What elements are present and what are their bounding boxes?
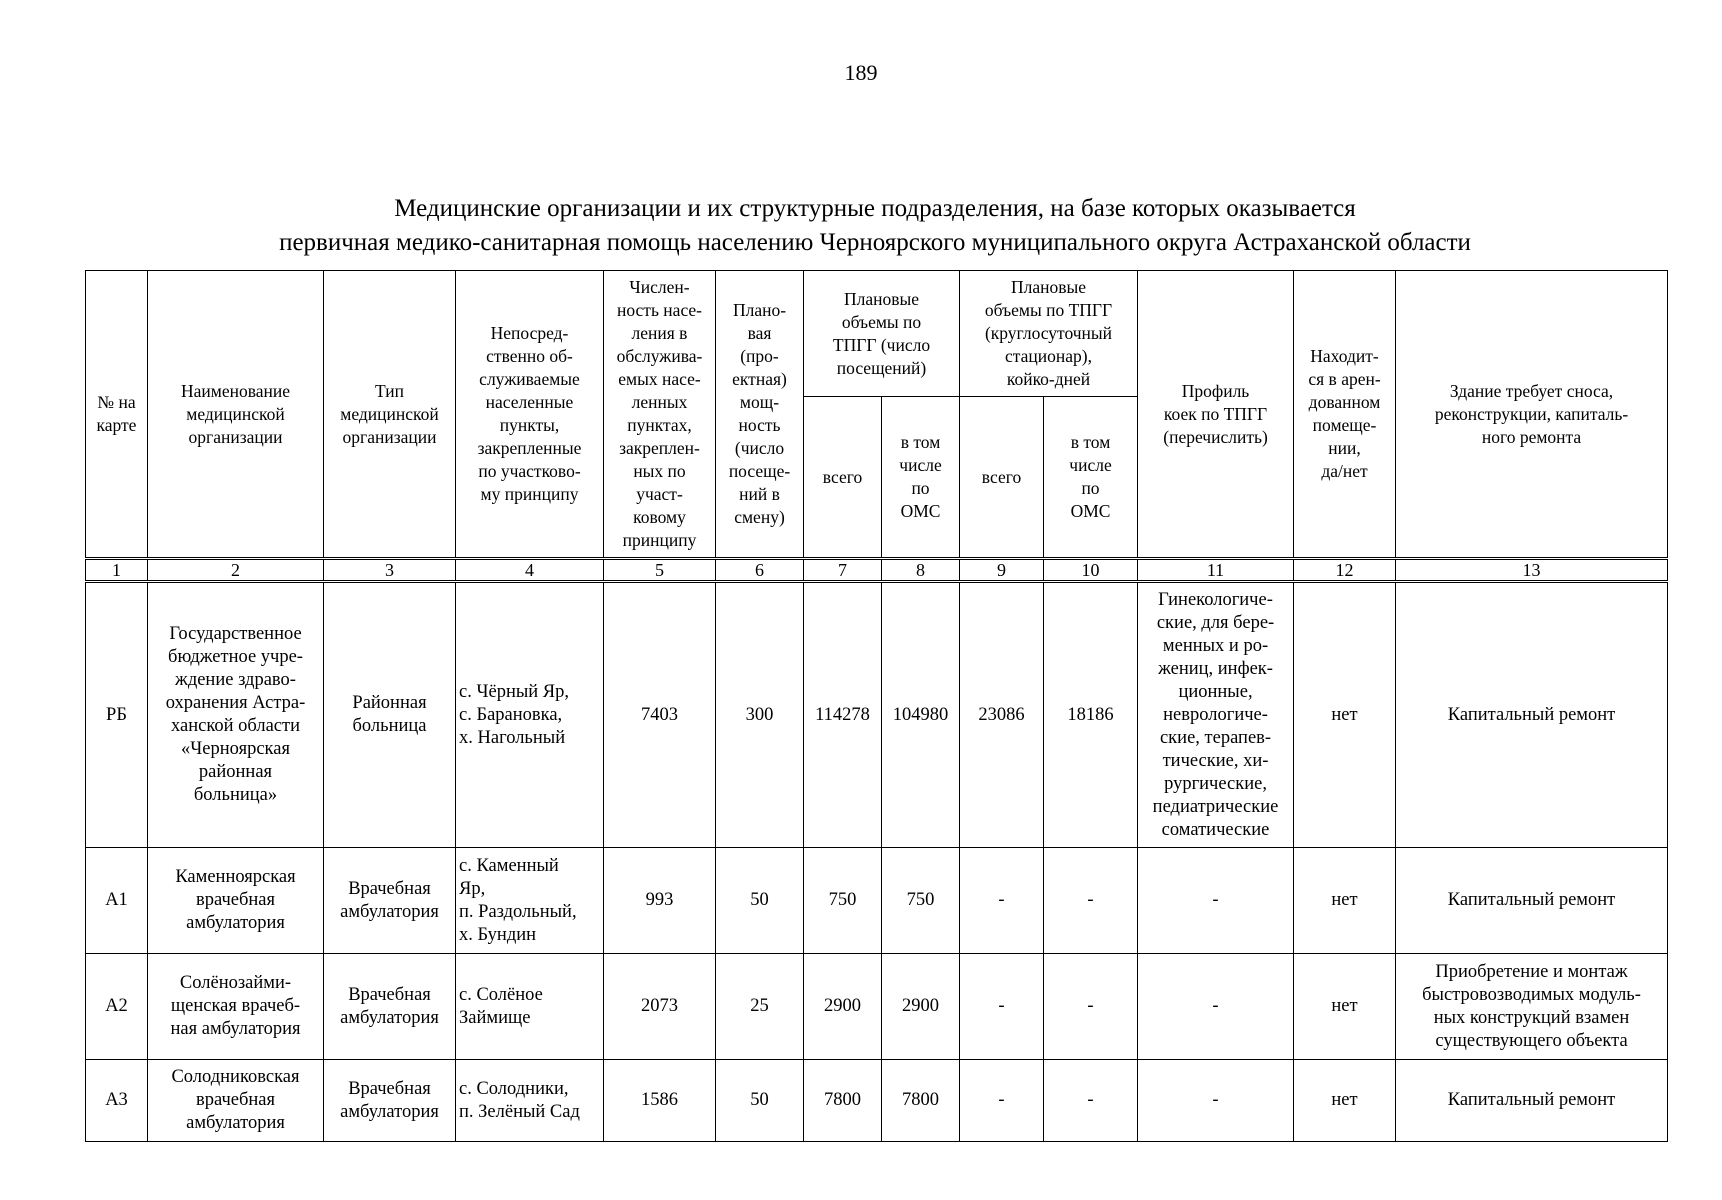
cell-organization-type: [324, 582, 456, 848]
header-group-visits: [804, 271, 960, 397]
text-line: Числен-: [629, 277, 690, 297]
cell-organization-type: [324, 848, 456, 954]
table-row: [86, 582, 1668, 848]
page-number: 189: [844, 60, 878, 85]
text-line: Плано-: [732, 300, 787, 320]
text-line: педиатрические: [1152, 796, 1279, 817]
medical-organizations-table: [85, 270, 1668, 1142]
text-line: менных и ро-: [1162, 635, 1269, 656]
cell-bed-profile: [1138, 848, 1294, 954]
text-line: Капитальный ремонт: [1447, 1090, 1616, 1110]
text-line: ная амбулатория: [170, 1019, 301, 1039]
text-line: пунктах,: [627, 415, 692, 435]
text-line: ственно об-: [486, 346, 573, 366]
table-body: [86, 582, 1668, 1142]
text-line: х. Нагольный: [459, 727, 566, 748]
text-line: Гинекологиче-: [1158, 589, 1273, 610]
text-line: ханской области: [171, 716, 300, 736]
cell-visits-total: 114278: [804, 582, 882, 848]
text-line: бюджетное учре-: [168, 647, 303, 667]
text-line: ность: [738, 415, 781, 435]
cell-beds-total: -: [960, 954, 1044, 1060]
text-line: Здание требует сноса,: [1449, 380, 1614, 401]
text-line: числе: [1069, 455, 1112, 475]
header-map-number: [86, 271, 148, 559]
cell-settlements: [456, 1060, 604, 1142]
text-line: Приобретение и монтаж: [1435, 961, 1628, 982]
column-number: 10: [1044, 559, 1138, 582]
text-line: (число: [734, 438, 785, 458]
column-number: 3: [324, 559, 456, 582]
text-line: ОМС: [1070, 501, 1111, 521]
cell-bed-profile: [1138, 954, 1294, 1060]
text-line: ных конструкций взамен: [1433, 1007, 1630, 1028]
header-building-status: [1396, 271, 1668, 559]
text-line: в том: [900, 432, 941, 452]
text-line: закрепленные: [477, 438, 582, 458]
cell-visits-oms: 750: [882, 848, 960, 954]
text-line: мощ-: [739, 392, 780, 412]
cell-population: 7403: [604, 582, 716, 848]
text-line: Государственное: [169, 624, 302, 644]
text-line: реконструкции, капиталь-: [1434, 403, 1629, 424]
cell-organization-type: [324, 1060, 456, 1142]
cell-organization-name: [148, 848, 324, 954]
text-line: ектная): [732, 369, 787, 389]
text-line: Солёнозайми-: [179, 973, 292, 993]
text-line: Яр,: [459, 878, 486, 899]
text-line: Тип: [375, 380, 404, 401]
text-line: да/нет: [1321, 461, 1368, 481]
title-line-2: первичная медико-санитарная помощь населению Черноярского муниципального округа Астраханской области: [279, 228, 1471, 256]
text-line: населенные: [485, 392, 574, 412]
text-line: участ-: [636, 484, 683, 504]
header-group-beds: [960, 271, 1138, 397]
text-line: ний в: [739, 484, 780, 504]
text-line: объемы по ТПГГ: [984, 300, 1113, 320]
header-population: [604, 271, 716, 559]
text-line: ционные,: [1178, 681, 1253, 702]
cell-visits-total: 7800: [804, 1060, 882, 1142]
text-line: с. Барановка,: [459, 704, 563, 725]
text-line: неврологиче-: [1163, 704, 1268, 725]
text-line: ного ремонта: [1481, 426, 1582, 447]
text-line: тические, хи-: [1162, 750, 1269, 771]
cell-visits-total: 750: [804, 848, 882, 954]
cell-rented: нет: [1294, 954, 1396, 1060]
text-line: по: [911, 478, 930, 498]
text-line: Находит-: [1310, 346, 1379, 366]
text-line: стационар),: [1005, 346, 1092, 366]
cell-organization-name: [148, 582, 324, 848]
text-line: Займище: [459, 1007, 531, 1028]
text-line: смену): [734, 507, 785, 527]
text-line: п. Зелёный Сад: [459, 1101, 580, 1122]
text-line: ность насе-: [616, 300, 703, 320]
text-line: медицинской: [186, 403, 285, 424]
text-line: щенская врачеб-: [170, 996, 301, 1016]
text-line: (перечислить): [1163, 426, 1268, 447]
text-line: (про-: [740, 346, 779, 366]
cell-visits-oms: 104980: [882, 582, 960, 848]
text-line: амбулатория: [340, 1101, 439, 1122]
text-line: ОМС: [900, 501, 941, 521]
header-visits-oms: [882, 397, 960, 559]
cell-capacity: 50: [716, 1060, 804, 1142]
text-line: по: [1081, 478, 1100, 498]
text-line: Непосред-: [490, 323, 569, 343]
column-number: 8: [882, 559, 960, 582]
cell-beds-total: -: [960, 1060, 1044, 1142]
cell-bed-profile: [1138, 582, 1294, 848]
text-line: Врачебная: [348, 878, 431, 899]
cell-rented: нет: [1294, 582, 1396, 848]
table-row: [86, 848, 1668, 954]
text-line: медицинской: [340, 403, 439, 424]
header-bed-profile: [1138, 271, 1294, 559]
header-organization-name: [148, 271, 324, 559]
text-line: с. Чёрный Яр,: [459, 681, 570, 702]
text-line: амбулатория: [340, 901, 439, 922]
text-line: охранения Астра-: [165, 693, 306, 713]
cell-building-status: [1396, 582, 1668, 848]
text-line: существующего объекта: [1435, 1030, 1628, 1051]
text-line: Наименование: [180, 380, 291, 401]
cell-settlements: [456, 582, 604, 848]
cell-settlements: [456, 954, 604, 1060]
text-line: врачебная: [195, 890, 275, 910]
text-line: вая: [747, 323, 772, 343]
text-line: Плановые: [1010, 277, 1087, 297]
text-line: принципу: [622, 530, 697, 550]
text-line: му принципу: [480, 484, 579, 504]
cell-building-status: [1396, 1060, 1668, 1142]
cell-organization-name: [148, 1060, 324, 1142]
text-line: Профиль: [1181, 380, 1250, 401]
cell-population: 1586: [604, 1060, 716, 1142]
column-number: 7: [804, 559, 882, 582]
text-line: числе: [899, 455, 942, 475]
text-line: Плановые: [843, 288, 920, 309]
cell-beds-oms: -: [1044, 848, 1138, 954]
text-line: помеще-: [1312, 415, 1377, 435]
text-line: ждение здраво-: [175, 670, 296, 690]
text-line: (круглосуточный: [984, 323, 1113, 343]
cell-map-number: А1: [86, 848, 148, 954]
column-number: 11: [1138, 559, 1294, 582]
cell-rented: нет: [1294, 848, 1396, 954]
text-line: карте: [96, 415, 137, 435]
text-line: ся в арен-: [1308, 369, 1381, 389]
text-line: рургические,: [1164, 773, 1267, 794]
text-line: ские, для бере-: [1156, 612, 1275, 633]
cell-building-status: [1396, 848, 1668, 954]
text-line: с. Солодники,: [459, 1078, 569, 1099]
text-line: Каменноярская: [175, 867, 296, 887]
text-line: Солодниковская: [171, 1067, 300, 1087]
cell-visits-oms: 7800: [882, 1060, 960, 1142]
cell-building-status: [1396, 954, 1668, 1060]
column-number: 9: [960, 559, 1044, 582]
text-line: по участково-: [478, 461, 581, 481]
column-number: 13: [1396, 559, 1668, 582]
text-line: ковому: [633, 507, 686, 527]
column-number: 2: [148, 559, 324, 582]
text-line: амбулатория: [186, 1113, 285, 1133]
column-number: 12: [1294, 559, 1396, 582]
cell-beds-oms: 18186: [1044, 582, 1138, 848]
text-line: ТПГГ (число: [832, 334, 931, 355]
cell-rented: нет: [1294, 1060, 1396, 1142]
text-line: организации: [188, 426, 283, 447]
text-line: организации: [342, 426, 437, 447]
text-line: нии,: [1328, 438, 1361, 458]
text-line: Капитальный ремонт: [1447, 890, 1616, 910]
column-number: 5: [604, 559, 716, 582]
cell-map-number: А3: [86, 1060, 148, 1142]
text-line: пункты,: [499, 415, 560, 435]
text-line: «Черноярская: [181, 739, 290, 759]
text-line: -: [1212, 1090, 1219, 1110]
cell-map-number: РБ: [86, 582, 148, 848]
text-line: ленных: [631, 392, 688, 412]
text-line: больница: [352, 716, 427, 736]
header-settlements: [456, 271, 604, 559]
text-line: койко-дней: [1006, 369, 1091, 389]
column-number: 1: [86, 559, 148, 582]
text-line: ления в: [631, 323, 688, 343]
text-line: районная: [198, 762, 273, 782]
text-line: соматические: [1161, 819, 1270, 840]
text-line: амбулатория: [186, 913, 285, 933]
header-beds-oms: [1044, 397, 1138, 559]
header-capacity: [716, 271, 804, 559]
text-line: Врачебная: [348, 1078, 431, 1099]
cell-settlements: [456, 848, 604, 954]
cell-population: 993: [604, 848, 716, 954]
text-line: -: [1212, 890, 1219, 910]
cell-map-number: А2: [86, 954, 148, 1060]
text-line: служиваемые: [479, 369, 580, 389]
text-line: Капитальный ремонт: [1447, 704, 1616, 725]
column-number-row: [86, 559, 1668, 582]
cell-visits-total: 2900: [804, 954, 882, 1060]
text-line: объемы по: [841, 311, 922, 332]
header-organization-type: [324, 271, 456, 559]
text-line: врачебная: [195, 1090, 275, 1110]
text-line: с. Солёное: [459, 984, 543, 1005]
text-line: х. Бундин: [459, 924, 537, 945]
text-line: амбулатория: [340, 1007, 439, 1028]
table-row: [86, 1060, 1668, 1142]
cell-beds-oms: -: [1044, 1060, 1138, 1142]
text-line: емых насе-: [618, 369, 701, 389]
text-line: жениц, инфек-: [1158, 658, 1273, 679]
cell-visits-oms: 2900: [882, 954, 960, 1060]
text-line: коек по ТПГГ: [1163, 403, 1268, 424]
cell-capacity: 25: [716, 954, 804, 1060]
text-line: Врачебная: [348, 984, 431, 1005]
column-number: 6: [716, 559, 804, 582]
text-line: № на: [97, 392, 136, 412]
cell-beds-total: -: [960, 848, 1044, 954]
text-line: больница»: [193, 785, 278, 805]
cell-bed-profile: [1138, 1060, 1294, 1142]
document-title: [150, 192, 1600, 260]
text-line: закреплен-: [619, 438, 700, 458]
text-line: в том: [1070, 432, 1111, 452]
column-number: 4: [456, 559, 604, 582]
cell-beds-oms: -: [1044, 954, 1138, 1060]
text-line: быстровозводимых модуль-: [1422, 984, 1641, 1005]
text-line: дованном: [1308, 392, 1381, 412]
text-line: обслужива-: [616, 346, 703, 366]
cell-beds-total: 23086: [960, 582, 1044, 848]
cell-capacity: 300: [716, 582, 804, 848]
title-line-1: Медицинские организации и их структурные подразделения, на базе которых оказывается: [394, 194, 1356, 222]
text-line: посещений): [836, 357, 927, 378]
cell-capacity: 50: [716, 848, 804, 954]
text-line: ных по: [633, 461, 686, 481]
text-line: посеще-: [728, 461, 791, 481]
cell-organization-name: [148, 954, 324, 1060]
text-line: -: [1212, 996, 1219, 1016]
text-line: с. Каменный: [459, 855, 559, 876]
cell-population: 2073: [604, 954, 716, 1060]
header-beds-total: всего: [960, 397, 1044, 559]
header-visits-total: всего: [804, 397, 882, 559]
table-row: [86, 954, 1668, 1060]
header-rented: [1294, 271, 1396, 559]
text-line: ские, терапев-: [1159, 727, 1272, 748]
text-line: Районная: [352, 693, 427, 713]
cell-organization-type: [324, 954, 456, 1060]
text-line: п. Раздольный,: [459, 901, 577, 922]
